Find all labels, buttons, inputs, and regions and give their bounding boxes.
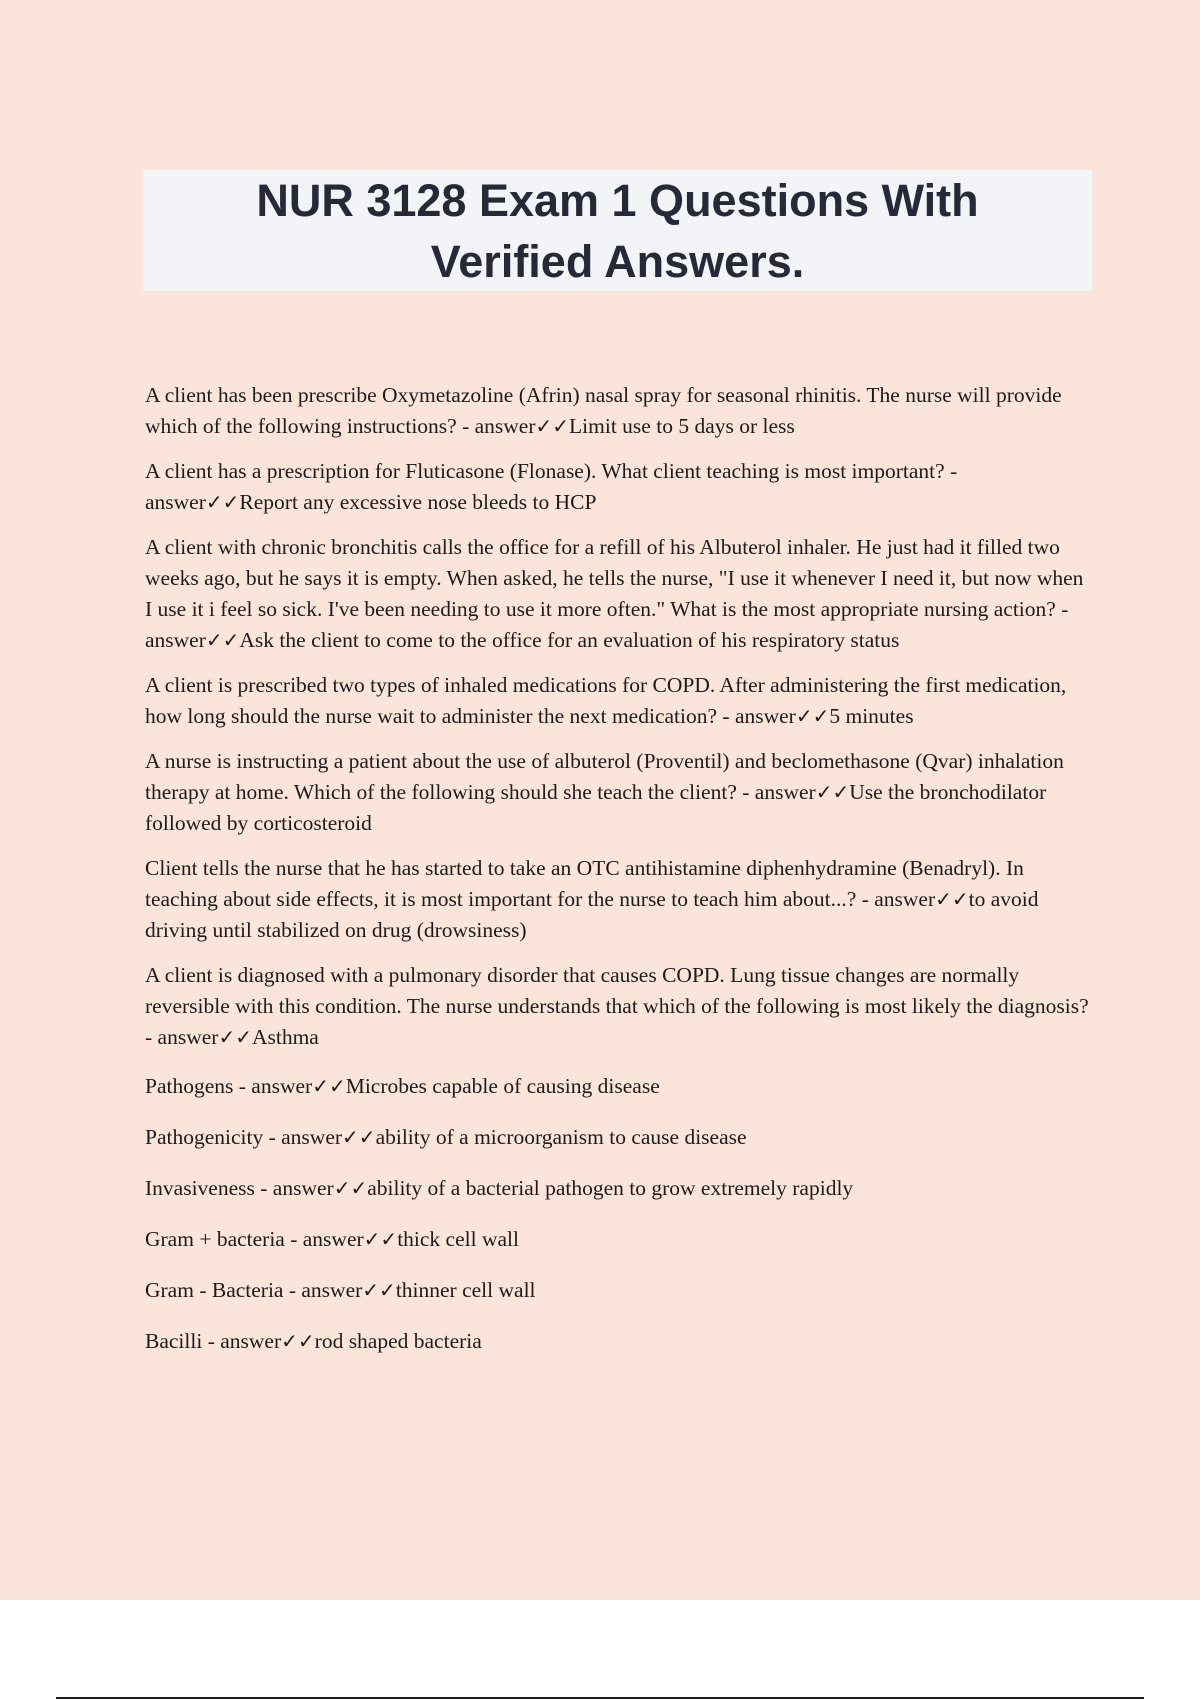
answer-text: Use the bronchodilator followed by corticosteroid — [145, 780, 1047, 835]
title-banner — [143, 170, 1092, 291]
answer-text: Asthma — [251, 1025, 319, 1049]
qa-item — [145, 1275, 1091, 1306]
answer-text: ability of a microorganism to cause disease — [375, 1125, 747, 1149]
term-text: Invasiveness — [145, 1176, 255, 1200]
qa-item — [145, 1224, 1091, 1255]
document-title: NUR 3128 Exam 1 Questions With Verified Answers. — [256, 174, 979, 287]
answer-separator: - answer — [283, 1278, 363, 1302]
answer-separator: - answer — [736, 780, 816, 804]
qa-list — [145, 380, 1091, 1377]
answer-separator: - answer — [284, 1227, 364, 1251]
check-marks-icon: ✓✓ — [312, 1074, 346, 1098]
term-text: Gram - Bacteria — [145, 1278, 284, 1302]
check-marks-icon: ✓✓ — [218, 1025, 252, 1049]
answer-text: Microbes capable of causing disease — [345, 1074, 660, 1098]
answer-text: 5 minutes — [829, 704, 914, 728]
check-marks-icon: ✓✓ — [362, 1278, 396, 1302]
qa-item — [145, 1326, 1091, 1357]
answer-separator: - answer — [145, 459, 958, 514]
check-marks-icon: ✓✓ — [363, 1227, 398, 1251]
answer-text: thinner cell wall — [395, 1278, 536, 1302]
answer-text: to avoid driving until stabilized on drug (drowsiness) — [145, 887, 1039, 942]
answer-separator: - answer — [233, 1074, 313, 1098]
question-text: A client with chronic bronchitis calls the office for a refill of his Albuterol inhaler. He just had it filled two weeks ago, but he says it is empty. When asked, he tells the nurse, "I use it whenever I need it, but now when I use it i feel so sick. I've been needing to use it more often." What is the most appropriate nursing action? — [145, 535, 1084, 621]
check-marks-icon: ✓✓ — [205, 628, 240, 652]
qa-item — [145, 746, 1091, 839]
answer-separator: - answer — [145, 597, 1069, 652]
question-text: A client has been prescribe Oxymetazoline (Afrin) nasal spray for seasonal rhinitis. The nurse will provide which of the following instructions? — [145, 383, 1062, 438]
qa-item — [145, 670, 1091, 732]
check-marks-icon: ✓✓ — [815, 780, 850, 804]
term-text: Pathogenicity — [145, 1125, 264, 1149]
question-text: A client has a prescription for Fluticasone (Flonase). What client teaching is most important? — [145, 459, 945, 483]
answer-text: Limit use to 5 days or less — [569, 414, 795, 438]
check-marks-icon: ✓✓ — [281, 1329, 315, 1353]
term-text: Bacilli — [145, 1329, 203, 1353]
answer-separator: - answer — [254, 1176, 334, 1200]
check-marks-icon: ✓✓ — [535, 414, 570, 438]
check-marks-icon: ✓✓ — [795, 704, 830, 728]
check-marks-icon: ✓✓ — [205, 490, 240, 514]
answer-text: thick cell wall — [397, 1227, 519, 1251]
answer-separator: - answer — [145, 1025, 219, 1049]
question-text: A client is diagnosed with a pulmonary disorder that causes COPD. Lung tissue changes are normally reversible with this condition. The nurse understands that which of the following is most likely the diagnosis? — [145, 963, 1089, 1018]
answer-separator: - answer — [856, 887, 936, 911]
qa-item — [145, 456, 1091, 518]
check-marks-icon: ✓✓ — [333, 1176, 368, 1200]
question-text: A nurse is instructing a patient about the use of albuterol (Proventil) and beclomethasone (Qvar) inhalation therapy at home. Which of the following should she teach the client? — [145, 749, 1064, 804]
answer-text: ability of a bacterial pathogen to grow extremely rapidly — [367, 1176, 854, 1200]
qa-item — [145, 1071, 1091, 1102]
qa-item — [145, 1122, 1091, 1153]
question-text: A client is prescribed two types of inhaled medications for COPD. After administering the first medication, how long should the nurse wait to administer the next medication? — [145, 673, 1067, 728]
answer-separator: - answer — [202, 1329, 282, 1353]
check-marks-icon: ✓✓ — [935, 887, 969, 911]
qa-item — [145, 960, 1091, 1053]
answer-separator: - answer — [456, 414, 536, 438]
qa-item — [145, 532, 1091, 656]
qa-item — [145, 380, 1091, 442]
answer-text: Report any excessive nose bleeds to HCP — [239, 490, 597, 514]
check-marks-icon: ✓✓ — [342, 1125, 376, 1149]
answer-text: rod shaped bacteria — [314, 1329, 482, 1353]
term-text: Gram + bacteria — [145, 1227, 285, 1251]
page-divider — [56, 1697, 1144, 1699]
question-text: Client tells the nurse that he has started to take an OTC antihistamine diphenhydramine (Benadryl). In teaching about side effects, it is most important for the nurse to teach him about...? — [145, 856, 1024, 911]
answer-separator: - answer — [717, 704, 796, 728]
qa-item — [145, 1173, 1091, 1204]
qa-item — [145, 853, 1091, 946]
term-text: Pathogens — [145, 1074, 234, 1098]
answer-separator: - answer — [263, 1125, 343, 1149]
answer-text: Ask the client to come to the office for an evaluation of his respiratory status — [239, 628, 900, 652]
